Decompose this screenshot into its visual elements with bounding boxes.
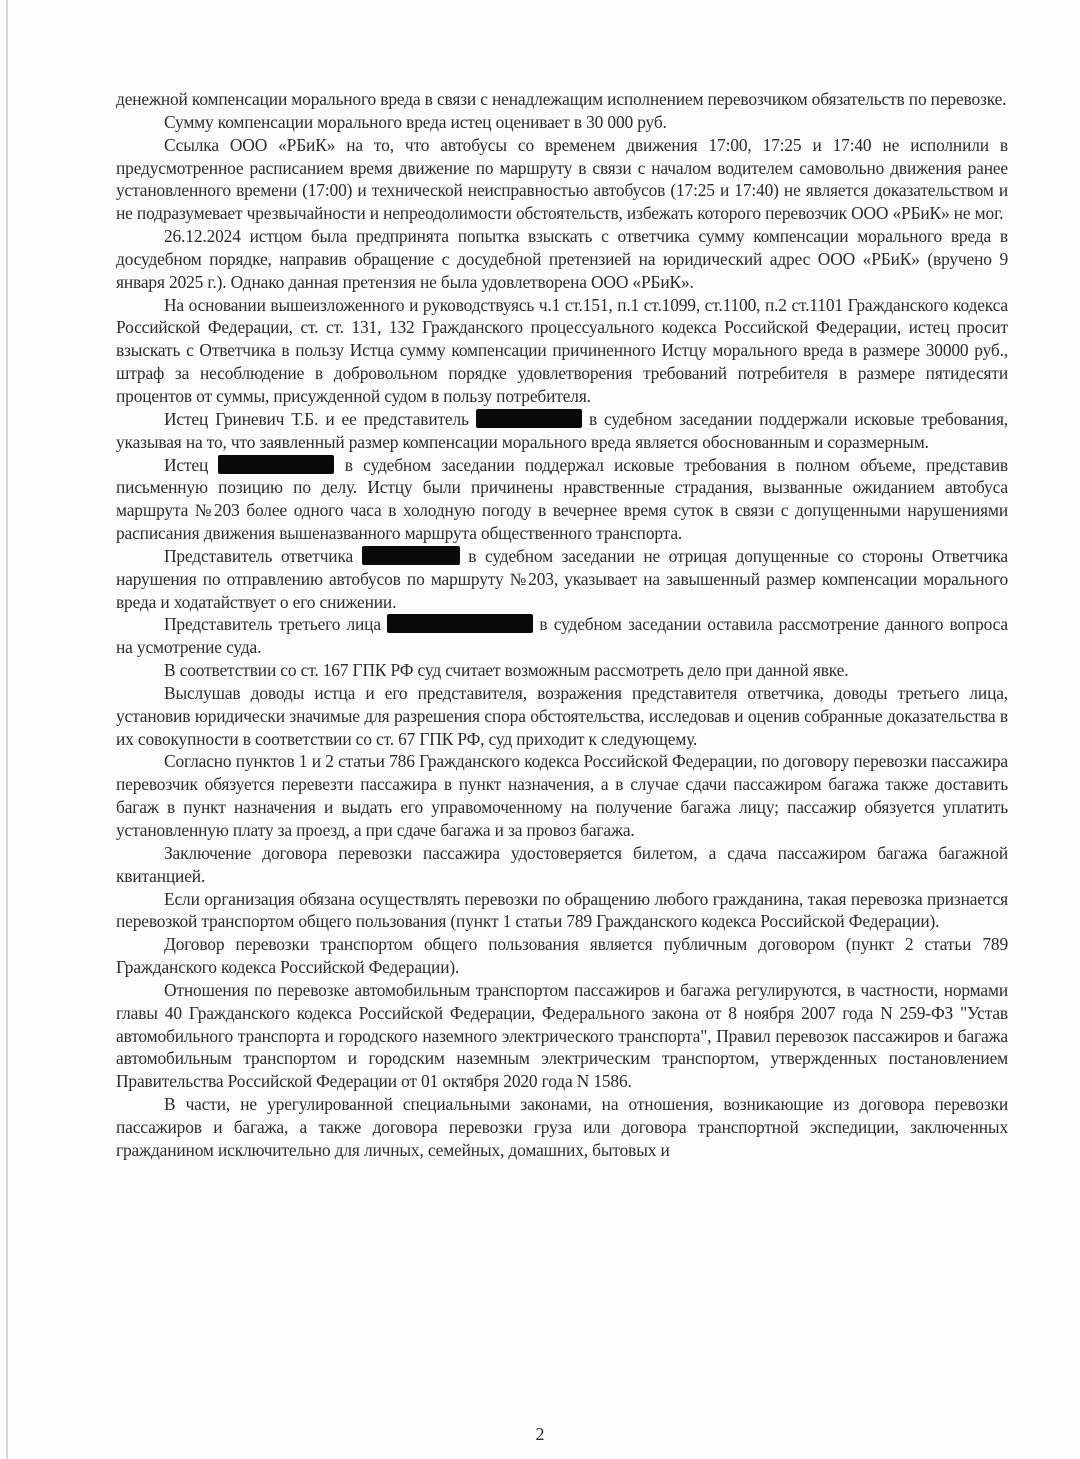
- paragraph: Заключение договора перевозки пассажира удостоверяется билетом, а сдача пассажиром багажа багажной квитанцией.: [116, 842, 1008, 886]
- paragraph: Сумму компенсации морального вреда истец оценивает в 30 000 руб.: [164, 111, 667, 132]
- paragraph-text: Истец: [164, 454, 219, 475]
- paragraph: [116, 613, 1008, 659]
- page-number: 2: [535, 1424, 545, 1444]
- paragraph-text: в судебном заседании поддержали исковые требования, указывая на то, что заявленный размер компенсации морального вреда является обоснованным и соразмерным.: [116, 408, 1009, 452]
- paragraph: Договор перевозки транспортом общего пользования является публичным договором (пункт 2 статьи 789 Гражданского кодекса Российской Федерации).: [116, 934, 1008, 978]
- document-body: [116, 88, 1008, 1162]
- redaction-box: [387, 614, 533, 633]
- redaction-box: [218, 455, 334, 474]
- paragraph: На основании вышеизложенного и руководствуясь ч.1 ст.151, п.1 ст.1099, ст.1100, п.2 ст.1101 Гражданского кодекса Российской Федерации, ст. ст. 131, 132 Гражданского процессуального кодекса Российской Федерации, истец просит взыскать с Ответчика в пользу Истца сумму компенсации причиненного Истцу морального вреда в размере 30000 руб., штраф за несоблюдение в добровольном порядке удовлетворения требований потребителя в размере пятидесяти процентов от суммы, присужденной судом в пользу потребителя.: [116, 294, 1008, 406]
- paragraph-text: Представитель третьего лица: [164, 614, 388, 635]
- paragraph: Отношения по перевозке автомобильным транспортом пассажиров и багажа регулируются, в частности, нормами главы 40 Гражданского кодекса Российской Федерации, Федерального закона от 8 ноября 2007 года N 259-ФЗ "Устав автомобильного транспорта и городского наземного электрического транспорта", Правил перевозок пассажиров и багажа автомобильным транспортом и городским наземным электрическим транспортом, утвержденных постановлением Правительства Российской Федерации от 01 октября 2020 года N 1586.: [116, 979, 1008, 1092]
- paragraph-text: в судебном заседании не отрицая допущенные со стороны Ответчика нарушения по отправлению автобусов по маршруту №203, указывает на завышенный размер компенсации морального вреда и ходатайствует о его снижении.: [116, 545, 1008, 612]
- paragraph: Согласно пунктов 1 и 2 статьи 786 Гражданского кодекса Российской Федерации, по договору перевозки пассажира перевозчик обязуется перевезти пассажира в пункт назначения, а в случае сдачи пассажиром багажа также доставить багаж в пункт назначения и выдать его управомоченному на получение багажа лицу; пассажир обязуется уплатить установленную плату за проезд, а при сдаче багажа и за провоз багажа.: [116, 751, 1008, 840]
- paragraph-text: в судебном заседании оставила рассмотрение данного вопроса на усмотрение суда.: [116, 614, 1008, 658]
- paragraph: В соответствии со ст. 167 ГПК РФ суд считает возможным рассмотреть дело при данной явке.: [164, 660, 849, 681]
- redaction-box: [362, 546, 460, 565]
- paragraph: Выслушав доводы истца и его представителя, возражения представителя ответчика, доводы третьего лица, установив юридически значимые для разрешения спора обстоятельства, исследовав и оценив собранные доказательства в их совокупности в соответствии со ст. 67 ГПК РФ, суд приходит к следующему.: [116, 682, 1008, 749]
- redaction-box: [476, 409, 582, 428]
- paragraph-text: Истец Гриневич Т.Б. и ее представитель: [164, 408, 476, 429]
- paragraph: В части, не урегулированной специальными законами, на отношения, возникающие из договора перевозки пассажиров и багажа, а также договора перевозки груза или договора транспортной экспедиции, заключенных гражданином исключительно для личных, семейных, домашних, бытовых и: [116, 1094, 1008, 1160]
- paragraph: 26.12.2024 истцом была предпринята попытка взыскать с ответчика сумму компенсации морального вреда в досудебном порядке, направив обращение с досудебной претензией на юридический адрес ООО «РБиК» (вручено 9 января 2025 г.). Однако данная претензия не была удовлетворена ООО «РБиК».: [116, 226, 1008, 292]
- paragraph: [116, 454, 1008, 545]
- paragraph-text: в судебном заседании поддержал исковые требования в полном объеме, представив письменную позицию по делу. Истцу были причинены нравственные страдания, вызванные ожиданием автобуса маршрута №203 более одного часа в холодную погоду в вечернее время суток в связи с допущенными нарушениями расписания движения вышеназванного маршрута общественного транспорта.: [116, 454, 1008, 544]
- paragraph: [116, 408, 1008, 454]
- paragraph: Если организация обязана осуществлять перевозки по обращению любого гражданина, такая перевозка признается перевозкой транспортом общего пользования (пункт 1 статьи 789 Гражданского кодекса Российской Федерации).: [116, 888, 1008, 932]
- document-page: [6, 0, 1080, 1459]
- paragraph-text: Представитель ответчика: [164, 545, 362, 566]
- paragraph: [116, 545, 1008, 614]
- paragraph: Ссылка ООО «РБиК» на то, что автобусы со временем движения 17:00, 17:25 и 17:40 не исполнили в предусмотренное расписанием время движение по маршруту в связи с началом водителем самовольно движения ранее установленного времени (17:00) и технической неисправностью автобусов (17:25 и 17:40) не является доказательством и не подразумевает чрезвычайности и непреодолимости обстоятельств, избежать которого перевозчик ООО «РБиК» не мог.: [116, 134, 1008, 224]
- paragraph: денежной компенсации морального вреда в связи с ненадлежащим исполнением перевозчиком обязательств по перевозке.: [116, 89, 1007, 109]
